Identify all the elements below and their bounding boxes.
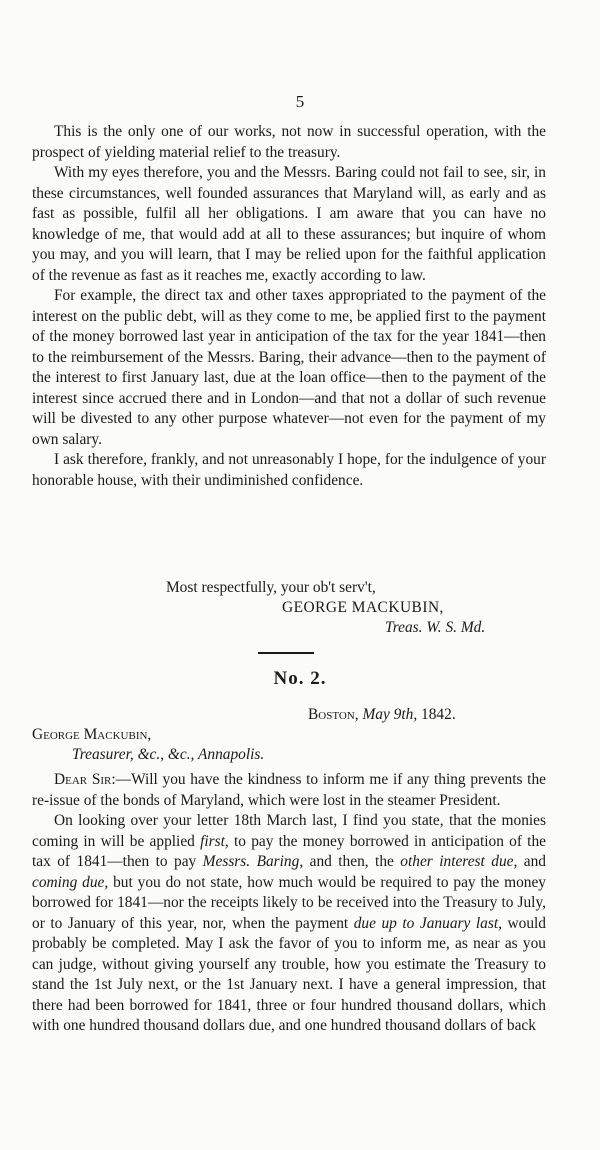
paragraph: With my eyes therefore, you and the Messrs. Baring could not fail to see, sir, in these circumstances, well founded assurances that Maryland will, as early and as fast as possible, fulfil all her obligations. I am aware that you can have no knowledge of me, that would add at all to these assurances; but inquire of whom you may, and you will learn, that I may be relied upon for the faithful application of the revenue as fast as it reaches me, exactly according to law. [32, 164, 546, 284]
letter-1-body [32, 122, 546, 491]
letter-2-body [32, 770, 546, 1037]
signature-name: GEORGE MACKUBIN, [282, 599, 444, 616]
paragraph: I ask therefore, frankly, and not unreasonably I hope, for the indulgence of your honorable house, with their undiminished confidence. [32, 451, 546, 489]
salutation: Dear Sir: [54, 771, 116, 788]
paragraph: On looking over your letter 18th March last, I find you state, that the monies coming in will be applied first, to pay the money borrowed in anticipation of the tax of 1841—then to pay Messrs. Baring, and then, the other interest due, and coming due, but you do not state, how much would be required to pay the money borrowed for 1841—nor the receipts likely to be received into the Treasury to July, or to January of this year, nor, when the payment due up to January last, would probably be completed. May I ask the favor of you to inform me, as near as you can judge, without giving yourself any trouble, how you estimate the Treasury to stand the 1st July next, or the 1st January next. I have a general impression, that there had been borrowed for 1841, three or four hundred thousand dollars, which with one hundred thousand dollars due, and one hundred thousand dollars of back [32, 812, 546, 1034]
dateline-place: Boston, [308, 706, 359, 723]
paragraph: For example, the direct tax and other taxes appropriated to the payment of the interest on the public debt, will as they come to me, be applied first to the payment of the money borrowed last year in anticipation of the tax for the year 1841—then to the reimbursement of the Messrs. Baring, their advance—then to the payment of the interest to first January last, due at the loan office—then to the payment of the interest since accrued there and in London—and that not a dollar of such revenue will be divested to any other purpose whatever—not even for the payment of my own salary. [32, 287, 546, 448]
section-heading: No. 2. [273, 668, 327, 689]
paragraph: This is the only one of our works, not now in successful operation, with the prospect of yielding material relief to the treasury. [32, 123, 546, 161]
dateline-date: May 9th, [362, 706, 418, 723]
dateline [308, 706, 456, 724]
dateline-year: 1842. [421, 706, 456, 723]
addressee: George Mackubin, [32, 726, 152, 743]
closing-line: Most respectfully, your ob't serv't, [166, 579, 376, 596]
addressee-title: Treasurer, &c., &c., Annapolis. [72, 746, 265, 763]
paragraph: Dear Sir:—Will you have the kindness to inform me if any thing prevents the re-issue of the bonds of Maryland, which were lost in the steamer President. [32, 771, 546, 809]
section-divider [258, 652, 314, 654]
signature-title: Treas. W. S. Md. [385, 619, 486, 636]
page-number: 5 [295, 92, 305, 111]
